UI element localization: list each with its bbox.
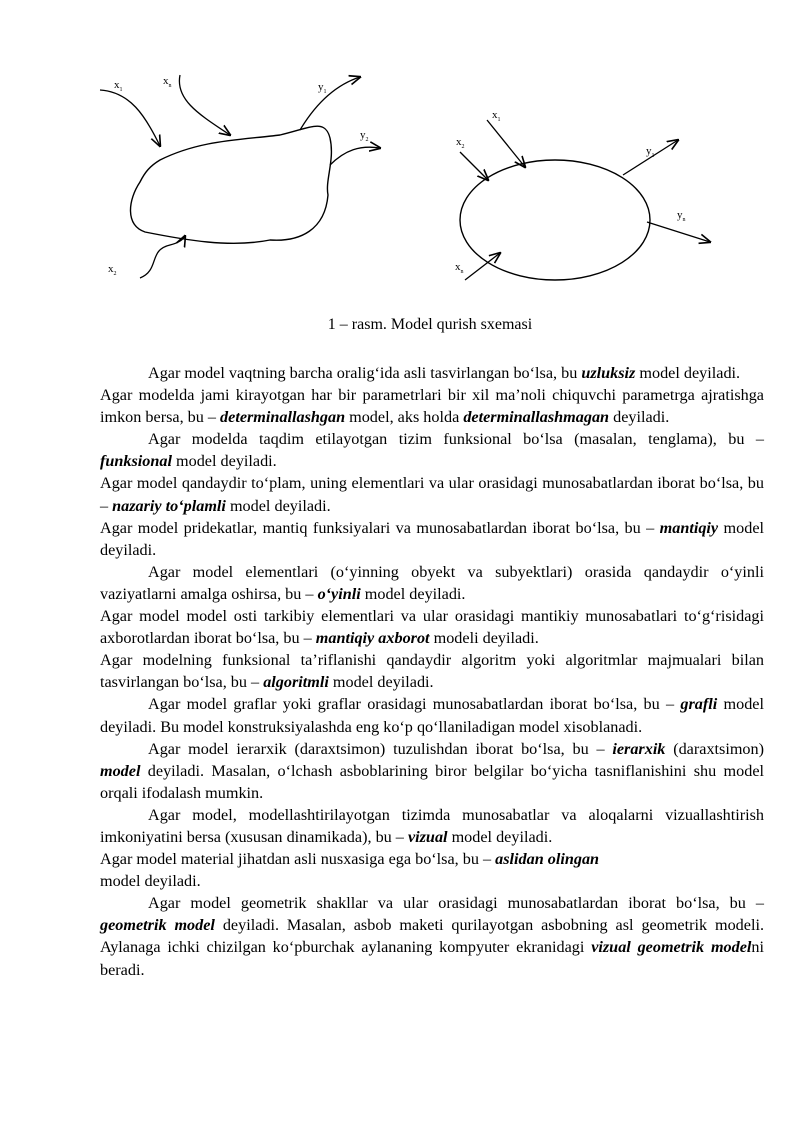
paragraph-text: Agar model, modellashtirilayotgan tizimda munosabatlar va aloqalarni vizuallashtirish imkoniyatini bersa (xususan dinamikada), bu – xyxy=(100,805,764,846)
paragraph xyxy=(100,428,764,472)
paragraph xyxy=(100,892,764,980)
model-term: uzluksiz xyxy=(581,364,636,382)
model-term: aslidan olingan xyxy=(495,850,600,869)
model-term: grafli xyxy=(680,695,718,714)
paragraph xyxy=(100,693,764,737)
paragraph-text: (daraxtsimon) xyxy=(665,739,764,758)
paragraph-text: Agar model elementlari (o‘yinning obyekt va subyektlari) orasida qandaydir o‘yinli vaziyatlarni amalga oshirsa, bu – xyxy=(100,562,764,603)
paragraph xyxy=(100,605,764,649)
paragraph-text: ni beradi. xyxy=(100,938,764,979)
model-term: funksional xyxy=(100,452,172,471)
paragraph xyxy=(100,362,764,384)
right-yn-label: $y_n$ xyxy=(677,209,686,223)
paragraph-text: deyiladi. xyxy=(609,408,670,427)
model-term: mantiqiy axborot xyxy=(315,629,430,648)
paragraph-text: model deyiladi. xyxy=(225,496,331,515)
paragraph-text: Agar model material jihatdan asli nusxasiga ega bo‘lsa, bu – xyxy=(100,850,496,869)
model-scheme-figure xyxy=(0,0,800,310)
model-term: o‘yinli xyxy=(317,584,361,603)
right-xn-label: $x_n$ xyxy=(455,261,464,275)
paragraph-text: model deyiladi. xyxy=(447,827,553,846)
left-y1-label: $y_1$ xyxy=(318,81,327,95)
paragraph-text: Agar model vaqtning barcha oralig‘ida asli tasvirlangan bo‘lsa, bu xyxy=(148,364,582,382)
paragraph-text: Agar model graflar yoki graflar orasidagi munosabatlardan iborat bo‘lsa, bu – xyxy=(148,695,681,714)
paragraph-text: Agar model qandaydir to‘plam, uning elementlari va ular orasidagi munosabatlardan iborat bo‘lsa, bu – xyxy=(100,474,764,515)
left-x2-label: $x_2$ xyxy=(108,263,117,277)
paragraph xyxy=(100,804,764,848)
body-text xyxy=(100,362,764,981)
paragraph-text: model deyiladi. Bu model konstruksiyalashda eng ko‘p qo‘llaniladigan model xisoblanadi. xyxy=(100,695,764,736)
right-x1-label: $x_1$ xyxy=(492,109,501,123)
paragraph xyxy=(100,472,764,516)
paragraph-text: modeli deyiladi. xyxy=(429,629,539,648)
paragraph xyxy=(100,870,764,892)
model-term: determinallashgan xyxy=(220,408,346,427)
right-x2-label: $x_2$ xyxy=(456,136,465,150)
left-input-xn-arrow xyxy=(179,75,230,135)
paragraph-text: Agar modelda taqdim etilayotgan tizim funksional bo‘lsa (masalan, tenglama), bu – xyxy=(148,430,764,449)
model-term: model xyxy=(100,761,141,780)
left-xn-label: $x_n$ xyxy=(163,75,172,89)
model-term: nazariy to‘plamli xyxy=(112,496,226,515)
paragraph-text: Agar modelning funksional ta’riflanishi qandaydir algoritm yoki algoritmlar majmualari bilan tasvirlangan bo‘lsa, bu – xyxy=(100,651,764,692)
left-output-y2-arrow xyxy=(330,147,380,165)
paragraph-text: deyiladi. Masalan, asbob maketi qurilayotgan asbobning asl geometrik modeli. Aylanaga ichki chizilgan ko‘pburchak aylananing kompyuter ekranidagi xyxy=(100,916,764,957)
paragraph xyxy=(100,649,764,693)
paragraph-text: Agar model pridekatlar, mantiq funksiyalari va munosabatlardan iborat bo‘lsa, bu – xyxy=(100,518,660,537)
paragraph xyxy=(100,517,764,561)
paragraph-text: Agar model ierarxik (daraxtsimon) tuzulishdan iborat bo‘lsa, bu – xyxy=(148,739,613,758)
right-input-x2-arrow xyxy=(460,152,488,180)
left-output-y1-arrow xyxy=(300,77,360,130)
right-input-x1-arrow xyxy=(487,120,525,167)
model-term: vizual geometrik model xyxy=(591,938,752,957)
paragraph-text: model deyiladi. xyxy=(360,584,466,603)
paragraph-text: model deyiladi. xyxy=(171,452,277,471)
model-term: geometrik model xyxy=(100,916,215,935)
paragraph-text: model deyiladi. xyxy=(100,518,764,559)
model-term: vizual xyxy=(407,827,448,846)
model-term: algoritmli xyxy=(263,673,329,692)
paragraph xyxy=(100,738,764,804)
left-input-x2-arrow xyxy=(140,236,185,278)
paragraph xyxy=(100,561,764,605)
paragraph-text: Agar modelda jami kirayotgan har bir parametrlari bir xil ma’noli chiquvchi parametrga ajratishga imkon bersa, bu – xyxy=(100,386,764,427)
figure-caption: 1 – rasm. Model qurish sxemasi xyxy=(327,316,533,333)
blob-system-shape xyxy=(130,126,331,243)
right-y1-label: $y_1$ xyxy=(646,145,655,159)
paragraph-text: model deyiladi. xyxy=(100,872,201,891)
paragraph-text: model deyiladi. xyxy=(635,364,741,382)
paragraph-text: model deyiladi. xyxy=(328,673,434,692)
model-term: mantiqiy xyxy=(659,518,719,537)
paragraph-text: Agar model model osti tarkibiy elementlari va ular orasidagi mantikiy munosabatlari to‘g‘risidagi axborotlardan iborat bo‘lsa, bu – xyxy=(100,607,764,648)
right-output-yn-arrow xyxy=(647,222,710,242)
paragraph xyxy=(100,384,764,428)
left-y2-label: $y_2$ xyxy=(360,129,369,143)
model-term: determinallashmagan xyxy=(463,408,610,427)
paragraph xyxy=(100,848,764,870)
paragraph-text: model, aks holda xyxy=(345,408,464,427)
paragraph-text: deyiladi. Masalan, o‘lchash asboblarining biror belgilar bo‘yicha tasniflanishini shu model orqali ifodalash mumkin. xyxy=(100,761,764,802)
paragraph-text: Agar model geometrik shakllar va ular orasidagi munosabatlardan iborat bo‘lsa, bu – xyxy=(148,894,764,913)
model-term: ierarxik xyxy=(612,739,666,758)
left-x1-label: $x_1$ xyxy=(114,79,123,93)
left-input-x1-arrow xyxy=(100,90,160,146)
